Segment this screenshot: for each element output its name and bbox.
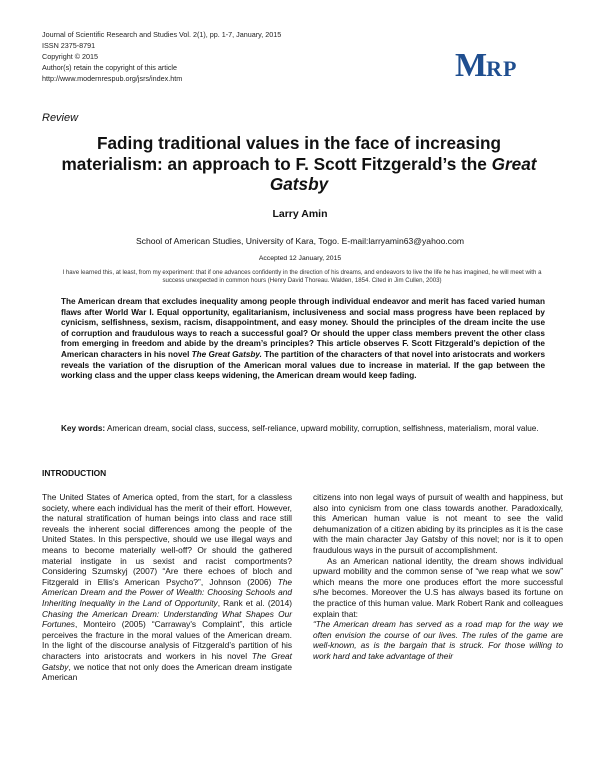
block-quote: “The American dream has served as a road map for the way we often envision the course of our lives. The rules of the game are well-known, as is the bargain that is struck. For those willing to work hard and take advantage of their — [313, 619, 563, 661]
journal-url[interactable]: http://www.modernrespub.org/jsrs/index.htm — [42, 74, 183, 83]
journal-info — [42, 29, 281, 84]
rights-notice: Author(s) retain the copyright of this article — [42, 63, 178, 72]
epigraph: I have learned this, at least, from my experiment: that if one advances confidently in the direction of his dreams, and endeavors to live the life he has imagined, he will meet with a success unexpected in common hours (Henry David Thoreau. Walden, 1854. Cited in Jim Cullen, 2003) — [62, 269, 542, 285]
keywords-list: American dream, social class, success, self-reliance, upward mobility, corruption, selfishness, materialism, moral value. — [105, 424, 539, 433]
author-affiliation: School of American Studies, University of Kara, Togo. E-mail:larryamin63@yahoo.com — [135, 236, 465, 246]
introduction-heading: INTRODUCTION — [42, 468, 107, 478]
abstract-part-1: The American dream that excludes inequality among people through individual endeavor and merit has faced varied human flaws after World War I. Equal opportunity, egalitarianism, inclusiveness and social mass progress have been replaced by cynicism, selfishness, sexism, racism, disappointment, and easy money. Should the principles of the dream incite the use of corruption and fraudulous ways to reach a successful goal? Or should the upper class members prevent the other class from emerging in freedom and abide by the dream’s principles? This article observes F. Scott Fitzgerald’s depiction of the American characters in his novel — [61, 297, 545, 359]
intro-paragraph-2: As an American national identity, the dream shows individual upward mobility and the common sense of “we reap what we sow” which means the more one produces effort the more successful s/he becomes. Moreover the U.S has always based its fortune on the practice of this human value. Mark Robert Rank and colleagues explain that: — [313, 555, 563, 619]
abstract — [61, 297, 545, 382]
article-title — [60, 133, 538, 195]
author-name: Larry Amin — [272, 208, 328, 220]
intro-paragraph-1: The United States of America opted, from the start, for a classless society, where each individual has the merit of their effort. However, the natural stratification of human beings into class and race still reveals the inherent social differences among the people of the United States. In this perspective, should we use illegal ways and means to become materially well-off? Or should the gathered material instigate in us sexist and racist comportments? Considering Szumskyj (2007) “Are there echoes of bloch and Fitzgerald in Ellis's American Psycho?”, Johnson (2006) The American Dream and the Power of Wealth: Choosing Schools and Inheriting Inequality in the Land of Opportunity, Rank et al. (2014) Chasing the American Dream: Understanding What Shapes Our Fortunes, Monteiro (2005) “Carraway's Complaint”, this article perceives the fracture in the moral values of the American dream. In the light of the discourse analysis of Fitzgerald’s partition of his characters into aristocrats and workers in his novel The Great Gatsby, we notice that not only does the American dream instigate American — [42, 492, 292, 683]
journal-citation: Journal of Scientific Research and Studies Vol. 2(1), pp. 1-7, January, 2015 — [42, 30, 282, 39]
keywords-label: Key words: — [61, 424, 106, 433]
logo-letters-rp: RP — [486, 56, 518, 81]
title-italic: Great Gatsby — [269, 153, 537, 194]
abstract-italic: The Great Gatsby. — [191, 349, 262, 359]
title-main: Fading traditional values in the face of increasing materialism: an approach to F. Scott Fitzgerald’s the — [61, 133, 501, 174]
publisher-logo — [455, 47, 517, 85]
accepted-date: Accepted 12 January, 2015 — [258, 255, 342, 262]
body-column-left — [42, 492, 292, 683]
keywords — [61, 424, 545, 435]
abstract-part-2: The partition of the characters of that novel into aristocrats and workers reveals the variation of the disruption of the American moral values due to increase in material. If the gap between the working class and the upper class keeps widening, the American dream would keep fading. — [61, 349, 545, 381]
body-column-right — [313, 492, 563, 662]
intro-paragraph-1-continued: citizens into non legal ways of pursuit of wealth and happiness, but also into cynicism from one class towards another. Paradoxically, this American human value is not meant to see the valid dehumanization of a citizen abiding by its principles as it is the case with the main character Jay Gatsby of this novel; nor is it to open fraudulous ways in the pursuit of accomplishment. — [313, 492, 563, 555]
copyright: Copyright © 2015 — [42, 52, 99, 61]
logo-letter-m: M — [455, 47, 487, 84]
section-label: Review — [42, 112, 79, 124]
issn: ISSN 2375-8791 — [42, 41, 96, 50]
